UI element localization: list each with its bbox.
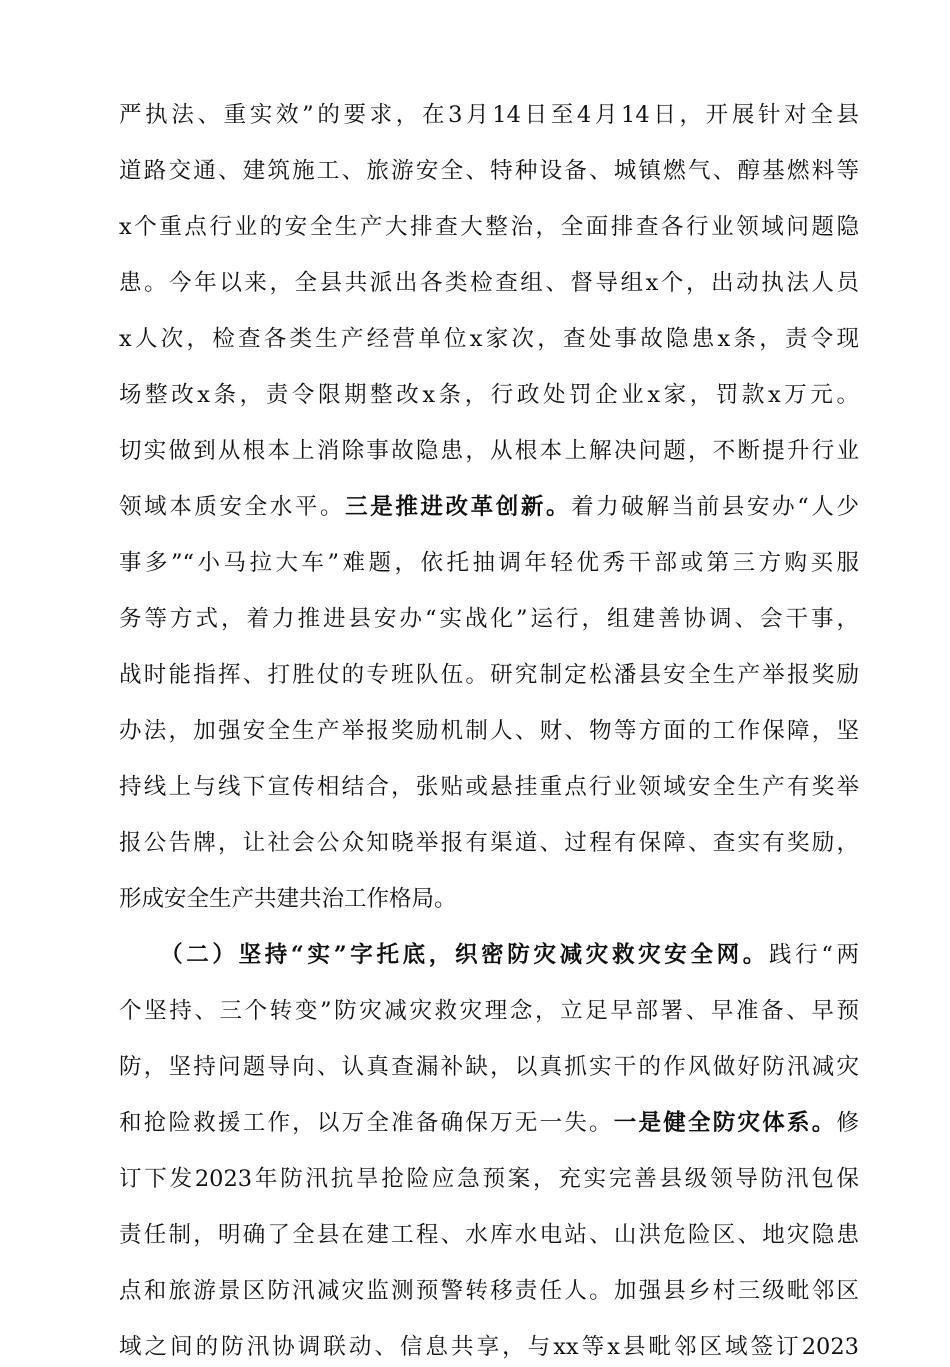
text-line <box>119 655 859 695</box>
text-run: 务等方式，着力推进县安办“实战化”运行，组建善协调、会干事， <box>119 606 859 632</box>
text-line <box>119 263 859 303</box>
text-run: 域之间的防汛协调联动、信息共享，与xx等x县毗邻区域签订2023 <box>119 1334 859 1360</box>
text-line <box>119 487 859 527</box>
text-run: 防，坚持问题导向、认真查漏补缺，以真抓实干的作风做好防汛减灾 <box>119 1054 859 1080</box>
text-run: 责任制，明确了全县在建工程、水库水电站、山洪危险区、地灾隐患 <box>119 1222 859 1248</box>
text-run: 修 <box>836 1110 859 1136</box>
text-line <box>119 1215 859 1255</box>
text-run: 形成安全生产共建共治工作格局。 <box>119 886 457 912</box>
text-run: 和抢险救援工作，以万全准备确保万无一失。 <box>119 1110 614 1136</box>
text-line <box>119 151 859 191</box>
text-line <box>119 207 859 247</box>
text-run: 战时能指挥、打胜仗的专班队伍。研究制定松潘县安全生产举报奖励 <box>119 662 859 688</box>
text-line <box>119 1271 859 1311</box>
text-line <box>119 375 859 415</box>
text-line <box>119 879 859 919</box>
text-line <box>119 431 859 471</box>
text-line <box>119 767 859 807</box>
text-line <box>119 319 859 359</box>
text-line <box>119 1159 859 1199</box>
text-line <box>119 543 859 583</box>
text-run: 持线上与线下宣传相结合，张贴或悬挂重点行业领域安全生产有奖举 <box>119 774 859 800</box>
text-line <box>119 991 859 1031</box>
text-run: 个坚持、三个转变”防灾减灾救灾理念，立足早部署、早准备、早预 <box>119 998 859 1024</box>
bold-section-heading: （二）坚持“实”字托底，织密防灾减灾救灾安全网。 <box>171 942 769 968</box>
text-run: 报公告牌，让社会公众知晓举报有渠道、过程有保障、查实有奖励， <box>119 830 859 856</box>
text-run: 场整改x条，责令限期整改x条，行政处罚企业x家，罚款x万元。 <box>119 382 859 408</box>
text-run: 严执法、重实效”的要求，在3月14日至4月14日，开展针对全县 <box>119 102 859 128</box>
text-run: x个重点行业的安全生产大排查大整治，全面排查各行业领域问题隐 <box>119 214 859 240</box>
text-line <box>119 1327 859 1367</box>
text-line <box>119 95 859 135</box>
text-line <box>119 711 859 751</box>
text-run: 办法，加强安全生产举报奖励机制人、财、物等方面的工作保障，坚 <box>119 718 859 744</box>
text-run: 订下发2023年防汛抗旱抢险应急预案，充实完善县级领导防汛包保 <box>119 1166 859 1192</box>
bold-heading-run: 三是推进改革创新。 <box>345 494 572 520</box>
text-run: 事多”“小马拉大车”难题，依托抽调年轻优秀干部或第三方购买服 <box>119 550 859 576</box>
text-line <box>119 599 859 639</box>
text-run: x人次，检查各类生产经营单位x家次，查处事故隐患x条，责令现 <box>119 326 859 352</box>
text-run: 点和旅游景区防汛减灾监测预警转移责任人。加强县乡村三级毗邻区 <box>119 1278 859 1304</box>
text-run: 领域本质安全水平。 <box>119 494 346 520</box>
text-line <box>119 823 859 863</box>
text-run: 践行“两 <box>768 942 859 968</box>
paragraph-indent <box>119 942 171 968</box>
text-run: 着力破解当前县安办“人少 <box>571 494 859 520</box>
text-line <box>119 1103 859 1143</box>
bold-heading-run: 一是健全防灾体系。 <box>613 1110 837 1136</box>
text-line <box>119 935 859 975</box>
text-line <box>119 1047 859 1087</box>
text-run: 患。今年以来，全县共派出各类检查组、督导组x个，出动执法人员 <box>119 270 859 296</box>
text-run: 切实做到从根本上消除事故隐患，从根本上解决问题，不断提升行业 <box>119 438 859 464</box>
text-run: 道路交通、建筑施工、旅游安全、特种设备、城镇燃气、醇基燃料等 <box>119 158 859 184</box>
